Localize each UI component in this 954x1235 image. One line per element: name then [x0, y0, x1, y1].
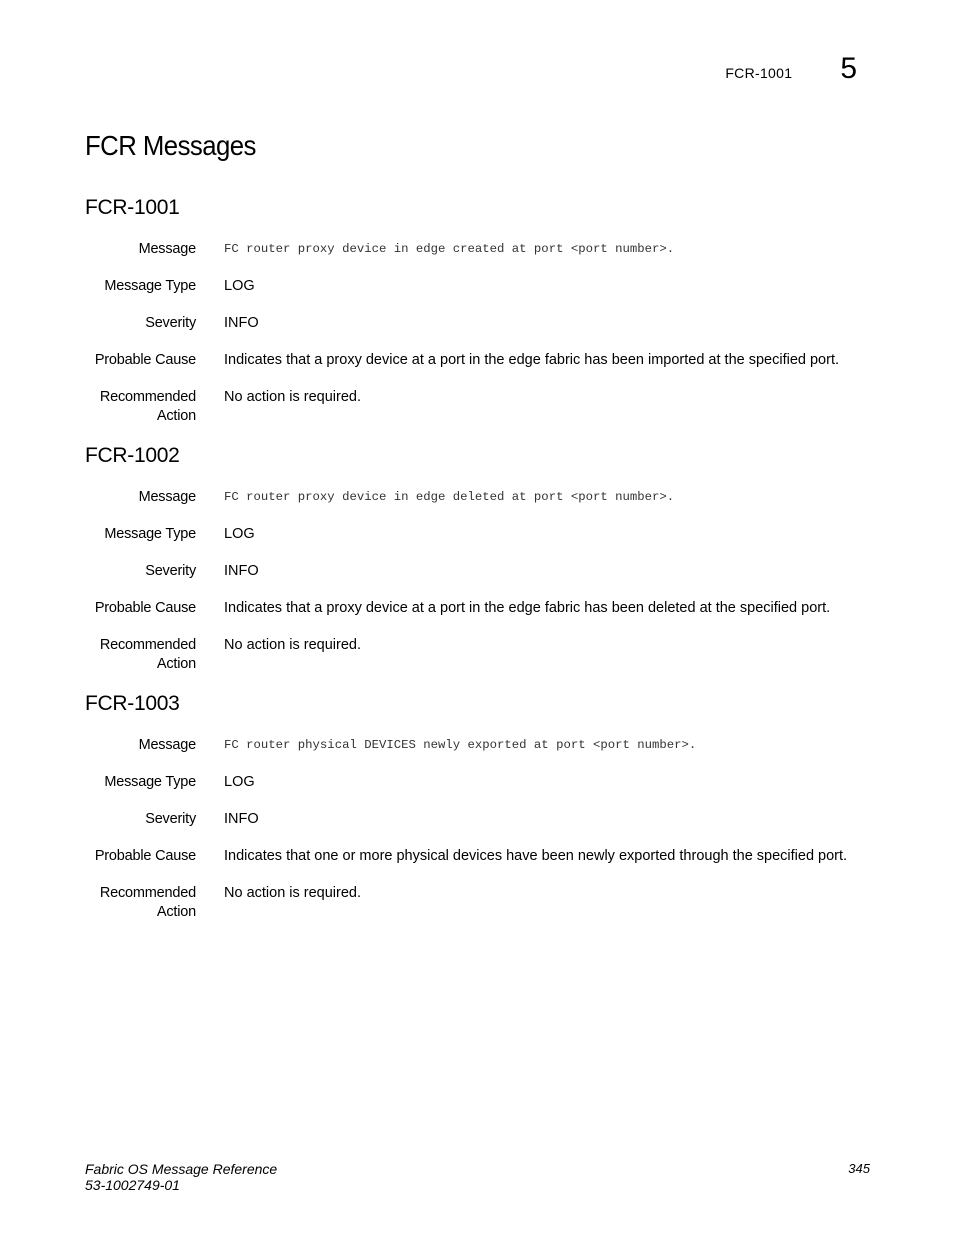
severity-row [85, 810, 875, 829]
message-type-row [85, 525, 875, 544]
recommended-label-line1: Recommended [99, 389, 196, 405]
probable-cause-label: Probable Cause [94, 848, 196, 864]
footer-page-number: 345 [848, 1161, 870, 1176]
severity-row [85, 562, 875, 581]
footer-doc-title: Fabric OS Message Reference [85, 1161, 278, 1177]
message-type-value: LOG [224, 774, 255, 790]
recommended-label-line1: Recommended [99, 885, 196, 901]
message-section-fcr-1001 [85, 196, 875, 426]
recommended-label-line2: Action [156, 408, 196, 424]
probable-cause-value: Indicates that one or more physical devices have been newly exported through the specified port. [224, 848, 848, 864]
footer-doc-info [85, 1161, 277, 1193]
header-message-code: FCR-1001 [725, 65, 793, 81]
probable-cause-label: Probable Cause [94, 600, 196, 616]
recommended-action-value: No action is required. [224, 637, 362, 653]
message-value: FC router physical DEVICES newly exported at port <port number>. [224, 738, 697, 752]
message-type-value: LOG [224, 526, 255, 542]
message-section-fcr-1003 [85, 692, 875, 922]
message-section-fcr-1002 [85, 444, 875, 674]
recommended-action-label [85, 884, 196, 922]
message-label: Message [138, 489, 196, 505]
probable-cause-value: Indicates that a proxy device at a port in the edge fabric has been deleted at the specified port. [224, 600, 831, 616]
recommended-label-line1: Recommended [99, 637, 196, 653]
message-value: FC router proxy device in edge deleted at port <port number>. [224, 490, 675, 504]
recommended-action-row [85, 388, 875, 426]
recommended-label-line2: Action [156, 656, 196, 672]
chapter-number: 5 [840, 52, 857, 85]
recommended-action-row [85, 884, 875, 922]
message-label: Message [138, 737, 196, 753]
recommended-action-label [85, 388, 196, 426]
probable-cause-label: Probable Cause [94, 352, 196, 368]
message-type-label: Message Type [104, 278, 196, 294]
probable-cause-row [85, 599, 875, 618]
footer-doc-number: 53-1002749-01 [85, 1177, 180, 1193]
section-title: FCR-1002 [85, 444, 180, 467]
severity-value: INFO [224, 811, 259, 827]
message-type-value: LOG [224, 278, 255, 294]
probable-cause-row [85, 351, 875, 370]
message-row [85, 488, 875, 507]
message-value: FC router proxy device in edge created at port <port number>. [224, 242, 675, 256]
severity-label: Severity [145, 811, 196, 827]
section-title: FCR-1001 [85, 196, 180, 219]
page-title: FCR Messages [85, 130, 256, 161]
section-title: FCR-1003 [85, 692, 180, 715]
page-footer [85, 1161, 870, 1193]
message-type-row [85, 773, 875, 792]
probable-cause-row [85, 847, 875, 866]
probable-cause-value: Indicates that a proxy device at a port in the edge fabric has been imported at the specified port. [224, 352, 840, 368]
recommended-action-value: No action is required. [224, 885, 362, 901]
severity-row [85, 314, 875, 333]
page-header [725, 54, 857, 84]
recommended-action-row [85, 636, 875, 674]
recommended-action-label [85, 636, 196, 674]
severity-value: INFO [224, 315, 259, 331]
recommended-action-value: No action is required. [224, 389, 362, 405]
severity-value: INFO [224, 563, 259, 579]
message-type-label: Message Type [104, 774, 196, 790]
message-row [85, 240, 875, 259]
severity-label: Severity [145, 315, 196, 331]
recommended-label-line2: Action [156, 904, 196, 920]
main-content [85, 130, 875, 940]
severity-label: Severity [145, 563, 196, 579]
message-label: Message [138, 241, 196, 257]
message-row [85, 736, 875, 755]
message-type-label: Message Type [104, 526, 196, 542]
message-type-row [85, 277, 875, 296]
